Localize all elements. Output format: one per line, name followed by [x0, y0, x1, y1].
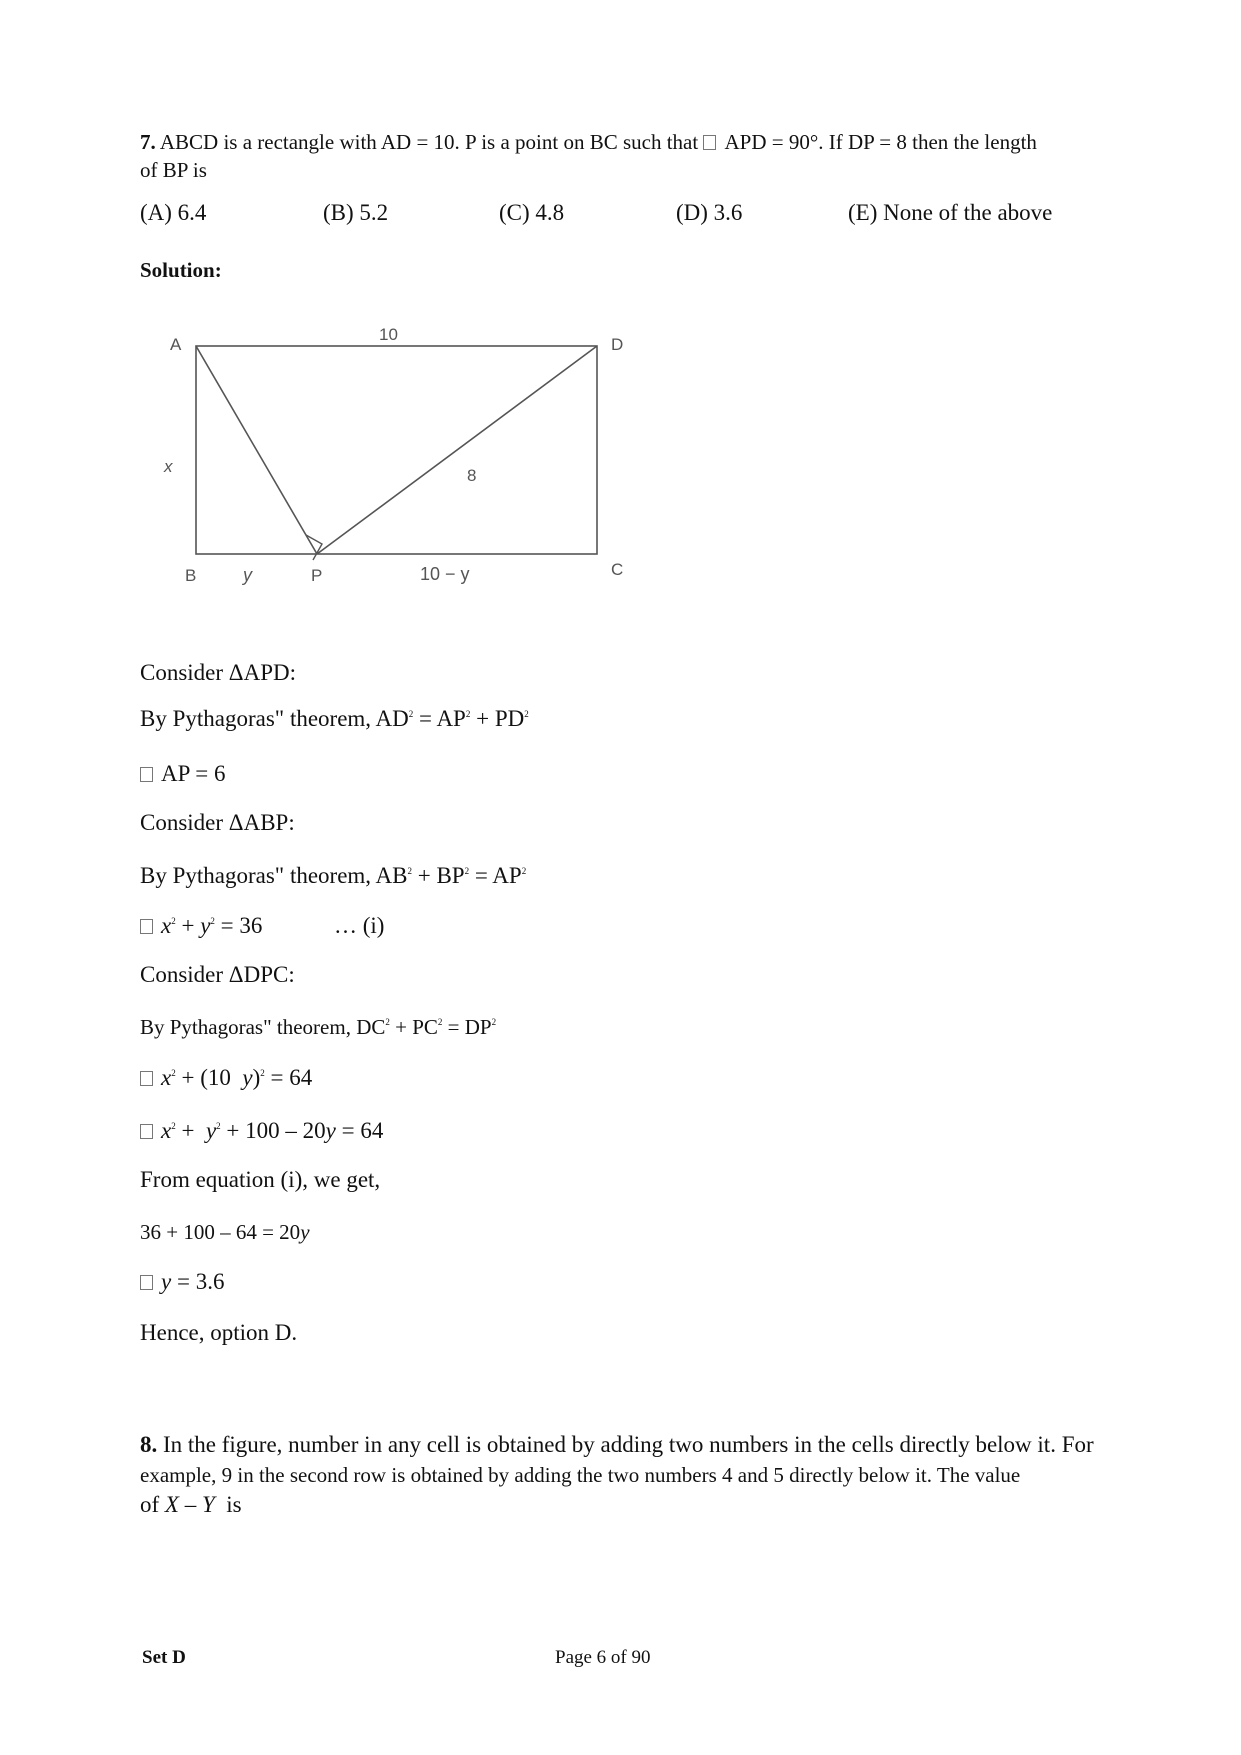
- question-8-line2: example, 9 in the second row is obtained by adding the two numbers 4 and 5 directly below it. The value: [140, 1463, 1021, 1487]
- therefore-symbol-icon: [140, 767, 153, 782]
- step-equation-i: [140, 913, 262, 939]
- var-x: x: [161, 913, 172, 938]
- var-x: x: [161, 1065, 172, 1090]
- text-part: +: [175, 1118, 206, 1143]
- question-8-number: 8.: [140, 1432, 158, 1457]
- angle-symbol-icon: [703, 135, 716, 150]
- exponent: 2: [385, 1017, 390, 1027]
- question-7: [140, 128, 1037, 184]
- label-10-minus-y: 10 − y: [420, 564, 470, 584]
- option-b: (B) 5.2: [323, 200, 389, 225]
- label-d: D: [611, 335, 624, 354]
- therefore-symbol-icon: [140, 1275, 153, 1290]
- var-y: y: [200, 913, 211, 938]
- text-part: 36 + 100 – 64 = 20: [140, 1220, 301, 1244]
- exponent: 2: [171, 1121, 176, 1131]
- question-7-text-line2: of BP is: [140, 158, 207, 182]
- option-c: (C) 4.8: [499, 200, 565, 225]
- label-p: P: [311, 566, 323, 585]
- step-y-value: [140, 1269, 224, 1295]
- text-part: = AP: [413, 706, 466, 731]
- text-part: + (10: [175, 1065, 243, 1090]
- var-y: y: [205, 1118, 217, 1143]
- text-part: = 3.6: [171, 1269, 225, 1294]
- step-consider-dpc: Consider ΔDPC:: [140, 962, 295, 987]
- text-part: = DP: [442, 1015, 492, 1039]
- var-y: y: [300, 1220, 310, 1244]
- segment-ap: [196, 346, 317, 554]
- label-b: B: [185, 566, 197, 585]
- exponent: 2: [437, 1017, 443, 1027]
- rectangle-diagram: [150, 315, 650, 595]
- text-part: By Pythagoras" theorem, AD: [140, 706, 409, 731]
- text-part: = 36: [214, 913, 263, 938]
- text-part: = AP: [469, 863, 522, 888]
- exponent: 2: [210, 916, 215, 926]
- label-dp-length: 8: [467, 466, 477, 485]
- step-substitution: [140, 1220, 310, 1245]
- therefore-symbol-icon: [140, 1124, 153, 1139]
- text-part: + 100 – 20: [220, 1118, 326, 1143]
- step-consider-abp: Consider ΔABP:: [140, 810, 295, 835]
- text-part: = 64: [335, 1118, 384, 1143]
- step-consider-apd: Consider ΔAPD:: [140, 660, 296, 685]
- exponent: 2: [465, 709, 471, 719]
- step-ap-value: [140, 761, 226, 787]
- option-e: (E) None of the above: [848, 200, 1053, 225]
- exponent: 2: [171, 916, 176, 926]
- exponent: 2: [491, 1017, 497, 1027]
- text-part: By Pythagoras" theorem, AB: [140, 863, 408, 888]
- text-part: + PD: [470, 706, 525, 731]
- text-part: AP = 6: [161, 761, 226, 786]
- text-part: +: [175, 913, 201, 938]
- step-dpc-equation: [140, 1065, 312, 1091]
- step-expanded-equation: [140, 1118, 383, 1144]
- step-pythagoras-dpc: [140, 1015, 496, 1040]
- question-8: [140, 1430, 1094, 1520]
- step-conclusion: Hence, option D.: [140, 1320, 298, 1345]
- question-8-line1: In the figure, number in any cell is obtained by adding two numbers in the cells directly below it. For: [163, 1432, 1094, 1457]
- question-8-expression: X – Y: [164, 1492, 215, 1517]
- solution-label: Solution:: [140, 258, 222, 282]
- exponent: 2: [407, 866, 412, 876]
- var-x: x: [161, 1118, 172, 1143]
- label-c: C: [611, 560, 624, 579]
- option-d: (D) 3.6: [676, 200, 743, 225]
- var-y: y: [161, 1269, 172, 1294]
- exponent: 2: [464, 866, 470, 876]
- question-7-text-cont: APD = 90°. If DP = 8 then the length: [724, 130, 1037, 154]
- text-part: ): [252, 1065, 261, 1090]
- therefore-symbol-icon: [140, 919, 153, 934]
- option-a: (A) 6.4: [140, 200, 207, 225]
- question-8-line3-post: is: [214, 1492, 242, 1517]
- label-y: y: [243, 565, 252, 585]
- equation-reference: … (i): [334, 913, 385, 938]
- footer-page-number: Page 6 of 90: [555, 1647, 651, 1668]
- text-part: By Pythagoras" theorem, DC: [140, 1015, 386, 1039]
- exponent: 2: [524, 709, 529, 719]
- footer-set: Set D: [142, 1647, 186, 1668]
- step-from-equation: From equation (i), we get,: [140, 1167, 381, 1192]
- exponent: 2: [260, 1068, 265, 1078]
- label-a: A: [170, 335, 182, 354]
- segment-dp: [317, 346, 597, 554]
- label-ad-length: 10: [379, 325, 398, 344]
- var-y: y: [242, 1065, 253, 1090]
- question-8-line3-pre: of: [140, 1492, 165, 1517]
- step-pythagoras-apd: [140, 706, 529, 732]
- therefore-symbol-icon: [140, 1071, 153, 1086]
- var-y: y: [325, 1118, 336, 1143]
- exponent: 2: [171, 1068, 176, 1078]
- exponent: 2: [408, 709, 414, 719]
- label-x: x: [164, 457, 173, 476]
- text-part: + BP: [411, 863, 465, 888]
- text-part: + PC: [389, 1015, 438, 1039]
- question-7-number: 7.: [140, 130, 156, 154]
- text-part: = 64: [264, 1065, 313, 1090]
- step-pythagoras-abp: [140, 863, 526, 889]
- exponent: 2: [216, 1121, 221, 1131]
- exponent: 2: [521, 866, 527, 876]
- question-7-text: ABCD is a rectangle with AD = 10. P is a point on BC such that: [159, 130, 704, 154]
